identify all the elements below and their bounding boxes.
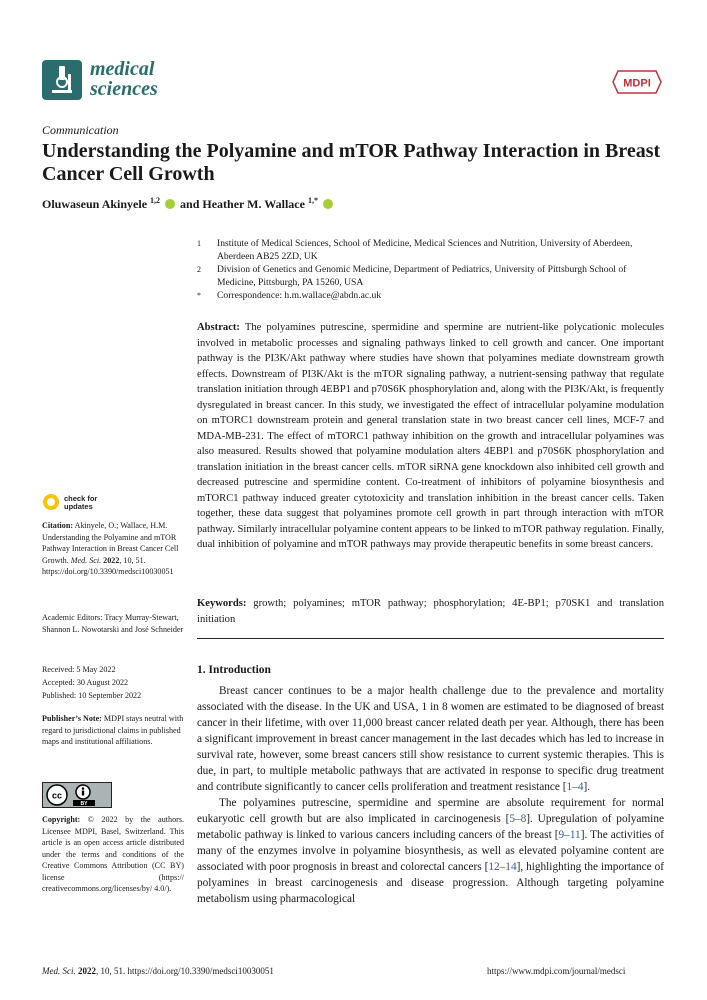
mdpi-logo-text: MDPI <box>623 77 651 90</box>
intro-p2-text: The polyamines putrescine, spermidine and spermine are absolute requirement for normal eukaryotic cell growth but are also implicated in carcinogenesis [ <box>197 797 664 825</box>
intro-p2-text: ]. The activities of many of the enzymes involve in polyamine biosynthesis, as well as elevated polyamine content are associated with poor prognosis in breast and colorectal cancers [ <box>197 829 664 873</box>
intro-p2-text: ], highlighting the importance of polyamines in breast carcinogenesis and disease progression. Although targeting polyamine metabolism using pharmacological <box>197 861 664 905</box>
author-list <box>42 196 335 212</box>
affiliation-2 <box>197 263 667 289</box>
affiliation-mark: 2 <box>197 265 201 274</box>
affiliation-1 <box>197 237 667 263</box>
author-2[interactable]: Heather M. Wallace <box>202 197 305 211</box>
journal-name[interactable] <box>90 59 158 99</box>
copyright-label: Copyright: <box>42 815 81 824</box>
abstract <box>197 320 664 553</box>
footer-journal-url[interactable]: https://www.mdpi.com/journal/medsci <box>487 966 626 976</box>
footer-year: 2022 <box>78 966 96 976</box>
journal-logo-icon <box>42 60 82 100</box>
citation <box>42 520 184 578</box>
publisher-note <box>42 713 184 748</box>
published-date: Published: 10 September 2022 <box>42 691 142 700</box>
check-for-updates-button[interactable] <box>42 492 102 512</box>
correspondence-text[interactable]: Correspondence: h.m.wallace@abdn.ac.uk <box>217 290 382 301</box>
reference-link[interactable]: 9–11 <box>558 829 581 841</box>
journal-name-line1: medical <box>90 58 155 80</box>
keywords-text: growth; polyamines; mTOR pathway; phosphorylation; 4E-BP1; p70SK1 and translation initiation <box>197 598 664 625</box>
author-conjunction: and <box>180 197 200 211</box>
cc-by-label: BY <box>80 801 88 807</box>
footer-citation <box>42 966 274 976</box>
intro-paragraph-1 <box>197 683 664 795</box>
author-1[interactable]: Oluwaseun Akinyele <box>42 197 148 211</box>
section-heading: 1. Introduction <box>197 664 271 676</box>
introduction-body <box>197 683 664 907</box>
citation-label: Citation: <box>42 521 74 530</box>
intro-paragraph-2 <box>197 795 664 907</box>
footer-doi[interactable]: , 10, 51. https://doi.org/10.3390/medsci10030051 <box>96 966 274 976</box>
mdpi-logo-icon[interactable] <box>612 70 662 94</box>
affiliation-mark: 1 <box>197 239 201 248</box>
citation-text: Akinyele, O.; Wallace, H.M. Understanding the Polyamine and mTOR Pathway Interaction in Breast Cancer Cell Growth. <box>42 521 179 565</box>
author-2-affiliation: 1,* <box>307 196 318 205</box>
keywords-label: Keywords: <box>197 598 247 609</box>
keywords <box>197 596 664 627</box>
section-divider <box>197 638 664 639</box>
article-type: Communication <box>42 123 119 137</box>
abstract-text: The polyamines putrescine, spermidine and spermine are nutrient-like polycationic molecules involved in metabolic processes and signaling pathways linked to cell growth and cancer. One important pathway is the PI3K/Akt pathway where studies have shown that polyamines mediate downstream growth effects. Downstream of PI3K/Akt is the mTOR signaling pathway, a nutrient-sensing pathway that regulate translation initiation through 4EBP1 and p70S6K phosphorylation and, along with the PI3K/Akt, is frequently dysregulated in breast cancer. In this study, we investigated the effect of intracellular polyamine modulation on mTORC1 downstream protein and general translation state in two breast cancer cell lines, MCF-7 and MDA-MB-231. The effect of mTORC1 pathway inhibition on the growth and intracellular polyamines was also measured. Results showed that polyamine modulation alters 4EBP1 and p70S6K phosphorylation and translation initiation in the breast cancer cells. mTOR siRNA gene knockdown also inhibited cell growth and decreased putrescine and spermidine content. Co-treatment of inhibitors of polyamine biosynthesis and mTORC1 pathway induced greater cytotoxicity and translation inhibition in the breast cancer cells. Taken together, these data suggest that polyamines promote cell growth in part through interaction with mTOR pathway. Similarly intracellular polyamine content appears to be linked to mTOR pathway regulation. Finally, dual inhibition of polyamine and mTOR pathways may provide therapeutic benefits in some breast cancers. <box>197 322 664 550</box>
reference-link[interactable]: 1–4 <box>566 781 584 793</box>
check-for-updates-line2: updates <box>64 502 93 511</box>
publisher-note-text: MDPI stays neutral with regard to jurisdictional claims in published maps and institutional affiliations. <box>42 714 184 746</box>
citation-year: 2022 <box>103 555 120 565</box>
svg-text:cc: cc <box>51 790 63 801</box>
orcid-icon[interactable] <box>165 199 175 209</box>
correspondence <box>197 289 667 302</box>
journal-name-line2: sciences <box>90 78 158 100</box>
citation-doi[interactable]: , 10, 51. https://doi.org/10.3390/medsci10030051 <box>42 555 174 576</box>
check-for-updates-line1: check for <box>64 494 98 503</box>
intro-p1-text: Breast cancer continues to be a major health challenge due to the prevalence and mortality associated with the disease. In the UK and USA, 1 in 8 women are estimated to be diagnosed of breast cancer in their lifetime, with over 11,000 breast cancer related death per year. Although, there has been a significant improvement in breast cancer management in the last decades which has led to increase in survival rate, however, some breast cancers still show resistance to current systemic therapies. This is due, in part, to multiple metabolic pathways that are activated in response to specific drug treatment and contribute significantly to cancer cells proliferation and treatment resistance [ <box>197 685 664 793</box>
intro-p2-text: ]. Upregulation of polyamine metabolic pathway is linked to various cancers including cancers of the breast [ <box>197 813 664 841</box>
reference-link[interactable]: 12–14 <box>488 861 517 873</box>
cc-by-license-icon[interactable] <box>42 782 112 808</box>
intro-p1-end: ]. <box>583 781 591 793</box>
copyright <box>42 814 184 895</box>
article-title: Understanding the Polyamine and mTOR Pathway Interaction in Breast Cancer Cell Growth <box>42 140 661 185</box>
author-1-affiliation: 1,2 <box>150 196 161 205</box>
copyright-text: © 2022 by the authors. Licensee MDPI, Basel, Switzerland. This article is an open access article distributed under the terms and conditions of the Creative Commons Attribution (CC BY) license (https:// creativecommons.org/licenses/by/ 4.0/). <box>42 815 185 893</box>
affiliation-text: Institute of Medical Sciences, School of Medicine, Medical Sciences and Nutrition, University of Aberdeen, Aberdeen AB25 2ZD, UK <box>217 238 633 262</box>
affiliation-text: Division of Genetics and Genomic Medicine, Department of Pediatrics, University of Pittsburgh School of Medicine, Pittsburgh, PA 15260, USA <box>217 264 627 288</box>
publisher-note-label: Publisher’s Note: <box>42 714 102 723</box>
reference-link[interactable]: 5–8 <box>509 813 527 825</box>
citation-journal: Med. Sci. <box>70 555 102 565</box>
orcid-icon[interactable] <box>323 199 333 209</box>
affiliation-mark: * <box>197 291 201 300</box>
footer-journal: Med. Sci. <box>42 966 76 976</box>
received-date: Received: 5 May 2022 <box>42 665 116 674</box>
accepted-date: Accepted: 30 August 2022 <box>42 678 129 687</box>
academic-editors: Academic Editors: Tracy Murray-Stewart, Shannon L. Nowotarski and José Schneider <box>42 613 184 634</box>
abstract-label: Abstract: <box>197 322 240 333</box>
